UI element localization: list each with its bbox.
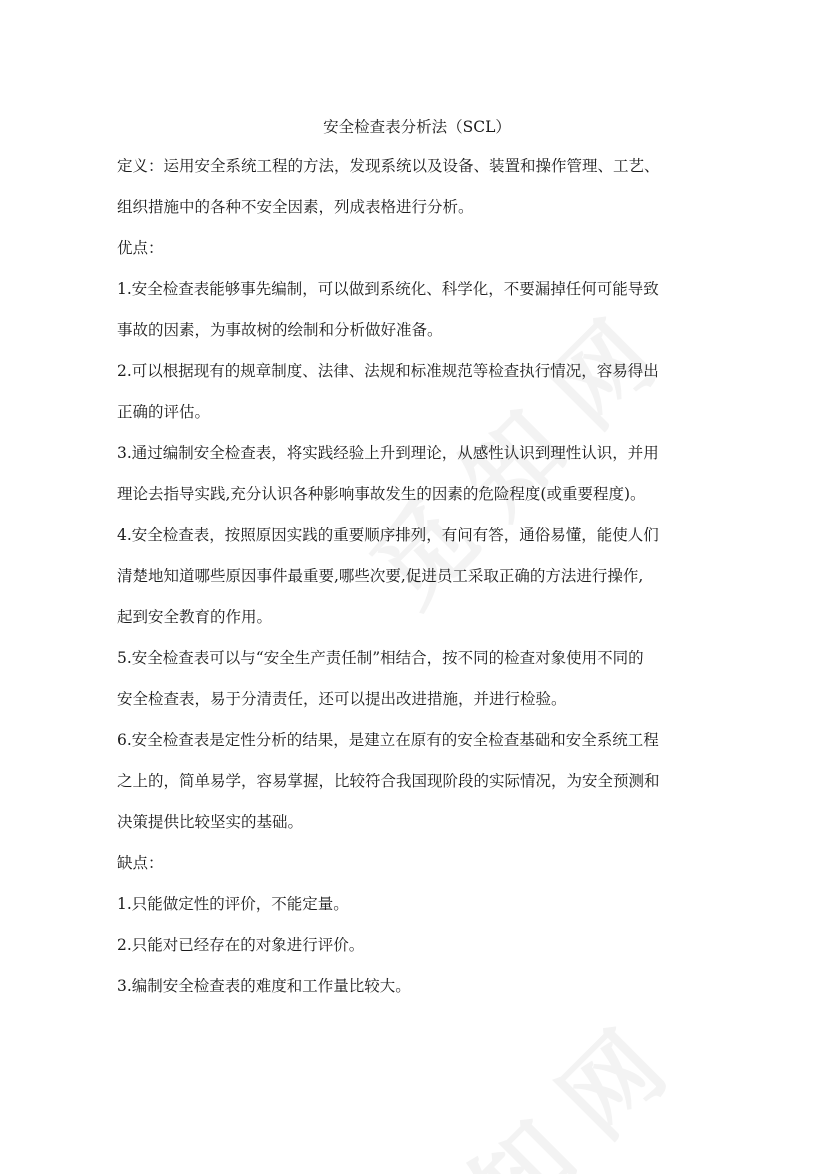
paragraph-line: 2.可以根据现有的规章制度、法律、法规和标准规范等检查执行情况，容易得出 <box>117 362 659 380</box>
paragraph-line: 定义：运用安全系统工程的方法，发现系统以及设备、装置和操作管理、工艺、 <box>117 157 660 175</box>
paragraph-line: 6.安全检查表是定性分析的结果，是建立在原有的安全检查基础和安全系统工程 <box>117 731 659 749</box>
paragraph-line: 起到安全教育的作用。 <box>117 608 273 626</box>
paragraph-line: 理论去指导实践,充分认识各种影响事故发生的因素的危险程度(或重要程度)。 <box>117 485 646 503</box>
paragraph-line: 正确的评估。 <box>117 403 211 421</box>
paragraph-line: 决策提供比较坚实的基础。 <box>117 813 304 831</box>
paragraph-line: 事故的因素，为事故树的绘制和分析做好准备。 <box>117 321 443 339</box>
section-heading-disadvantages: 缺点： <box>117 854 164 872</box>
paragraph-line: 2.只能对已经存在的对象进行评价。 <box>117 936 365 954</box>
paragraph-line: 4.安全检查表，按照原因实践的重要顺序排列，有问有答，通俗易懂，能使人们 <box>117 526 659 544</box>
paragraph-line: 3.通过编制安全检查表，将实践经验上升到理论，从感性认识到理性认识，并用 <box>117 444 659 462</box>
paragraph-line: 5.安全检查表可以与“安全生产责任制”相结合，按不同的检查对象使用不同的 <box>117 649 644 667</box>
paragraph-line: 安全检查表，易于分清责任，还可以提出改进措施，并进行检验。 <box>117 690 567 708</box>
document-title: 安全检查表分析法（SCL） <box>323 118 511 136</box>
section-heading-advantages: 优点： <box>117 239 164 257</box>
paragraph-line: 组织措施中的各种不安全因素，列成表格进行分析。 <box>117 198 474 216</box>
paragraph-line: 清楚地知道哪些原因事件最重要,哪些次要,促进员工采取正确的方法进行操作, <box>117 567 644 585</box>
paragraph-line: 3.编制安全检查表的难度和工作量比较大。 <box>117 977 411 995</box>
paragraph-line: 1.只能做定性的评价，不能定量。 <box>117 895 349 913</box>
document-body <box>117 108 717 1007</box>
paragraph-line: 之上的，简单易学，容易掌握，比较符合我国现阶段的实际情况，为安全预测和 <box>117 772 660 790</box>
paragraph-line: 1.安全检查表能够事先编制，可以做到系统化、科学化，不要漏掉任何可能导致 <box>117 280 659 298</box>
